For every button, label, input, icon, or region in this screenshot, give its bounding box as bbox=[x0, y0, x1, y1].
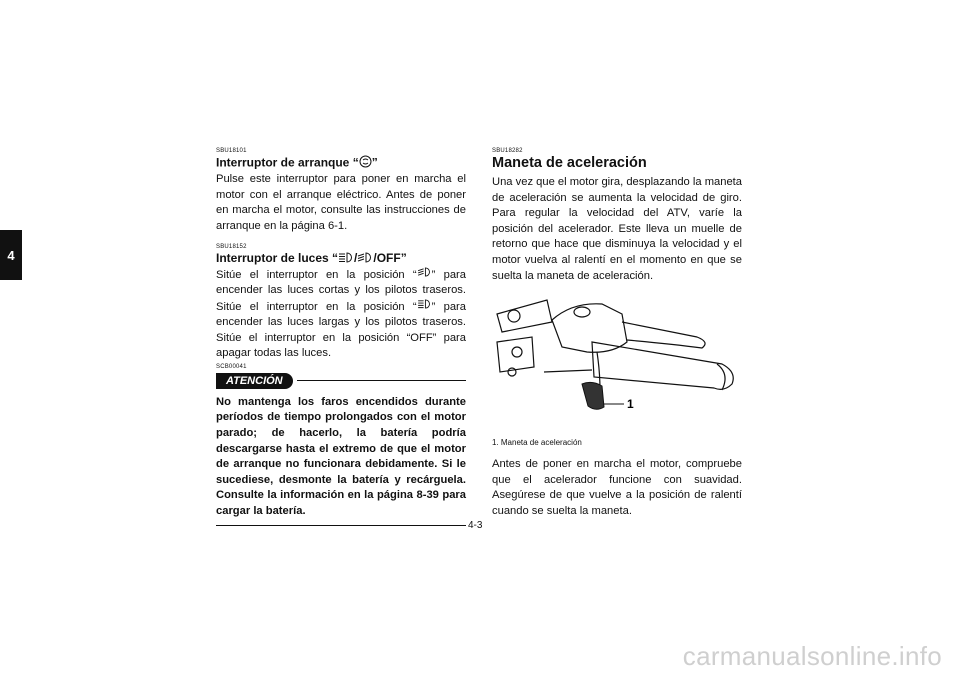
body-text: ” para encender las luces cortas y los pilotos traseros. Sitúe el interruptor en la posición “ bbox=[216, 268, 466, 313]
watermark: carmanualsonline.info bbox=[682, 641, 942, 671]
warning-code: SCB00041 bbox=[216, 363, 247, 370]
light-switch-heading bbox=[216, 251, 466, 266]
heading-separator: / bbox=[354, 251, 358, 266]
light-switch-body bbox=[216, 267, 466, 362]
high-beam-icon bbox=[338, 252, 354, 267]
body-text: Sitúe el interruptor en la posición “ bbox=[216, 268, 417, 281]
throttle-body: Una vez que el motor gira, desplazando la maneta de aceleración se aumenta la velocidad de giro. Para regular la velocidad del ATV, varíe la posición del acelerador. Este lleva un muelle de retorno que hace que disminuya la velocidad y el motor vuelva al ralentí en el momento en que se suelta la maneta de aceleración. bbox=[492, 176, 743, 282]
warning-label: ATENCIÓN bbox=[216, 373, 293, 389]
throttle-heading: Maneta de aceleración bbox=[492, 155, 647, 171]
heading-text-end: ” bbox=[371, 155, 378, 170]
warning-body: No mantenga los faros encendidos durante períodos de tiempo prolongados con el motor parado; de hacerlo, la batería podría descargarse hasta el extremo de que el motor de arranque no funcionara debidamente. Si le sucediese, desmonte la batería y recárguela. Consulte la información en la página 8-39 para cargar la batería. bbox=[216, 395, 466, 517]
section-code: SBU18152 bbox=[216, 244, 247, 251]
start-switch-body: Pulse este interruptor para poner en marcha el motor con el arranque eléctrico. Antes de poner en marcha el motor, consulte las instrucciones de arranque en la página 6-1. bbox=[216, 173, 466, 232]
section-code: SBU18101 bbox=[216, 148, 247, 154]
left-column bbox=[216, 148, 466, 526]
high-beam-icon bbox=[417, 299, 432, 315]
warning-end-rule bbox=[216, 525, 466, 526]
start-switch-heading bbox=[216, 155, 466, 172]
right-column bbox=[492, 148, 742, 520]
warning-rule bbox=[297, 380, 466, 381]
start-switch-icon bbox=[359, 155, 372, 172]
handlebar-drawing bbox=[497, 300, 733, 390]
heading-text-end: /OFF” bbox=[373, 251, 407, 266]
low-beam-icon bbox=[417, 267, 432, 283]
figure-callout-1: 1 bbox=[627, 397, 634, 412]
low-beam-icon bbox=[357, 252, 373, 267]
throttle-lever-illustration bbox=[492, 292, 742, 432]
heading-text: Interruptor de luces “ bbox=[216, 251, 339, 266]
throttle-lever bbox=[582, 383, 604, 410]
chapter-tab bbox=[0, 230, 22, 280]
heading-text: Interruptor de arranque “ bbox=[216, 155, 359, 170]
chapter-number: 4 bbox=[7, 247, 15, 263]
figure-caption: 1. Maneta de aceleración bbox=[492, 438, 582, 448]
warning-header bbox=[216, 373, 466, 389]
body-text: ” para encender las luces largas y los pilotos traseros. Sitúe el interruptor en la posición “OFF” para apagar todas las luces. bbox=[216, 300, 466, 360]
section-code: SBU18282 bbox=[492, 148, 523, 154]
throttle-check-body: Antes de poner en marcha el motor, compruebe que el acelerador funcione con suavidad. Asegúrese de que vuelve a la posición de ralentí cuando se suelta la maneta. bbox=[492, 458, 742, 517]
page-number: 4-3 bbox=[468, 520, 483, 531]
